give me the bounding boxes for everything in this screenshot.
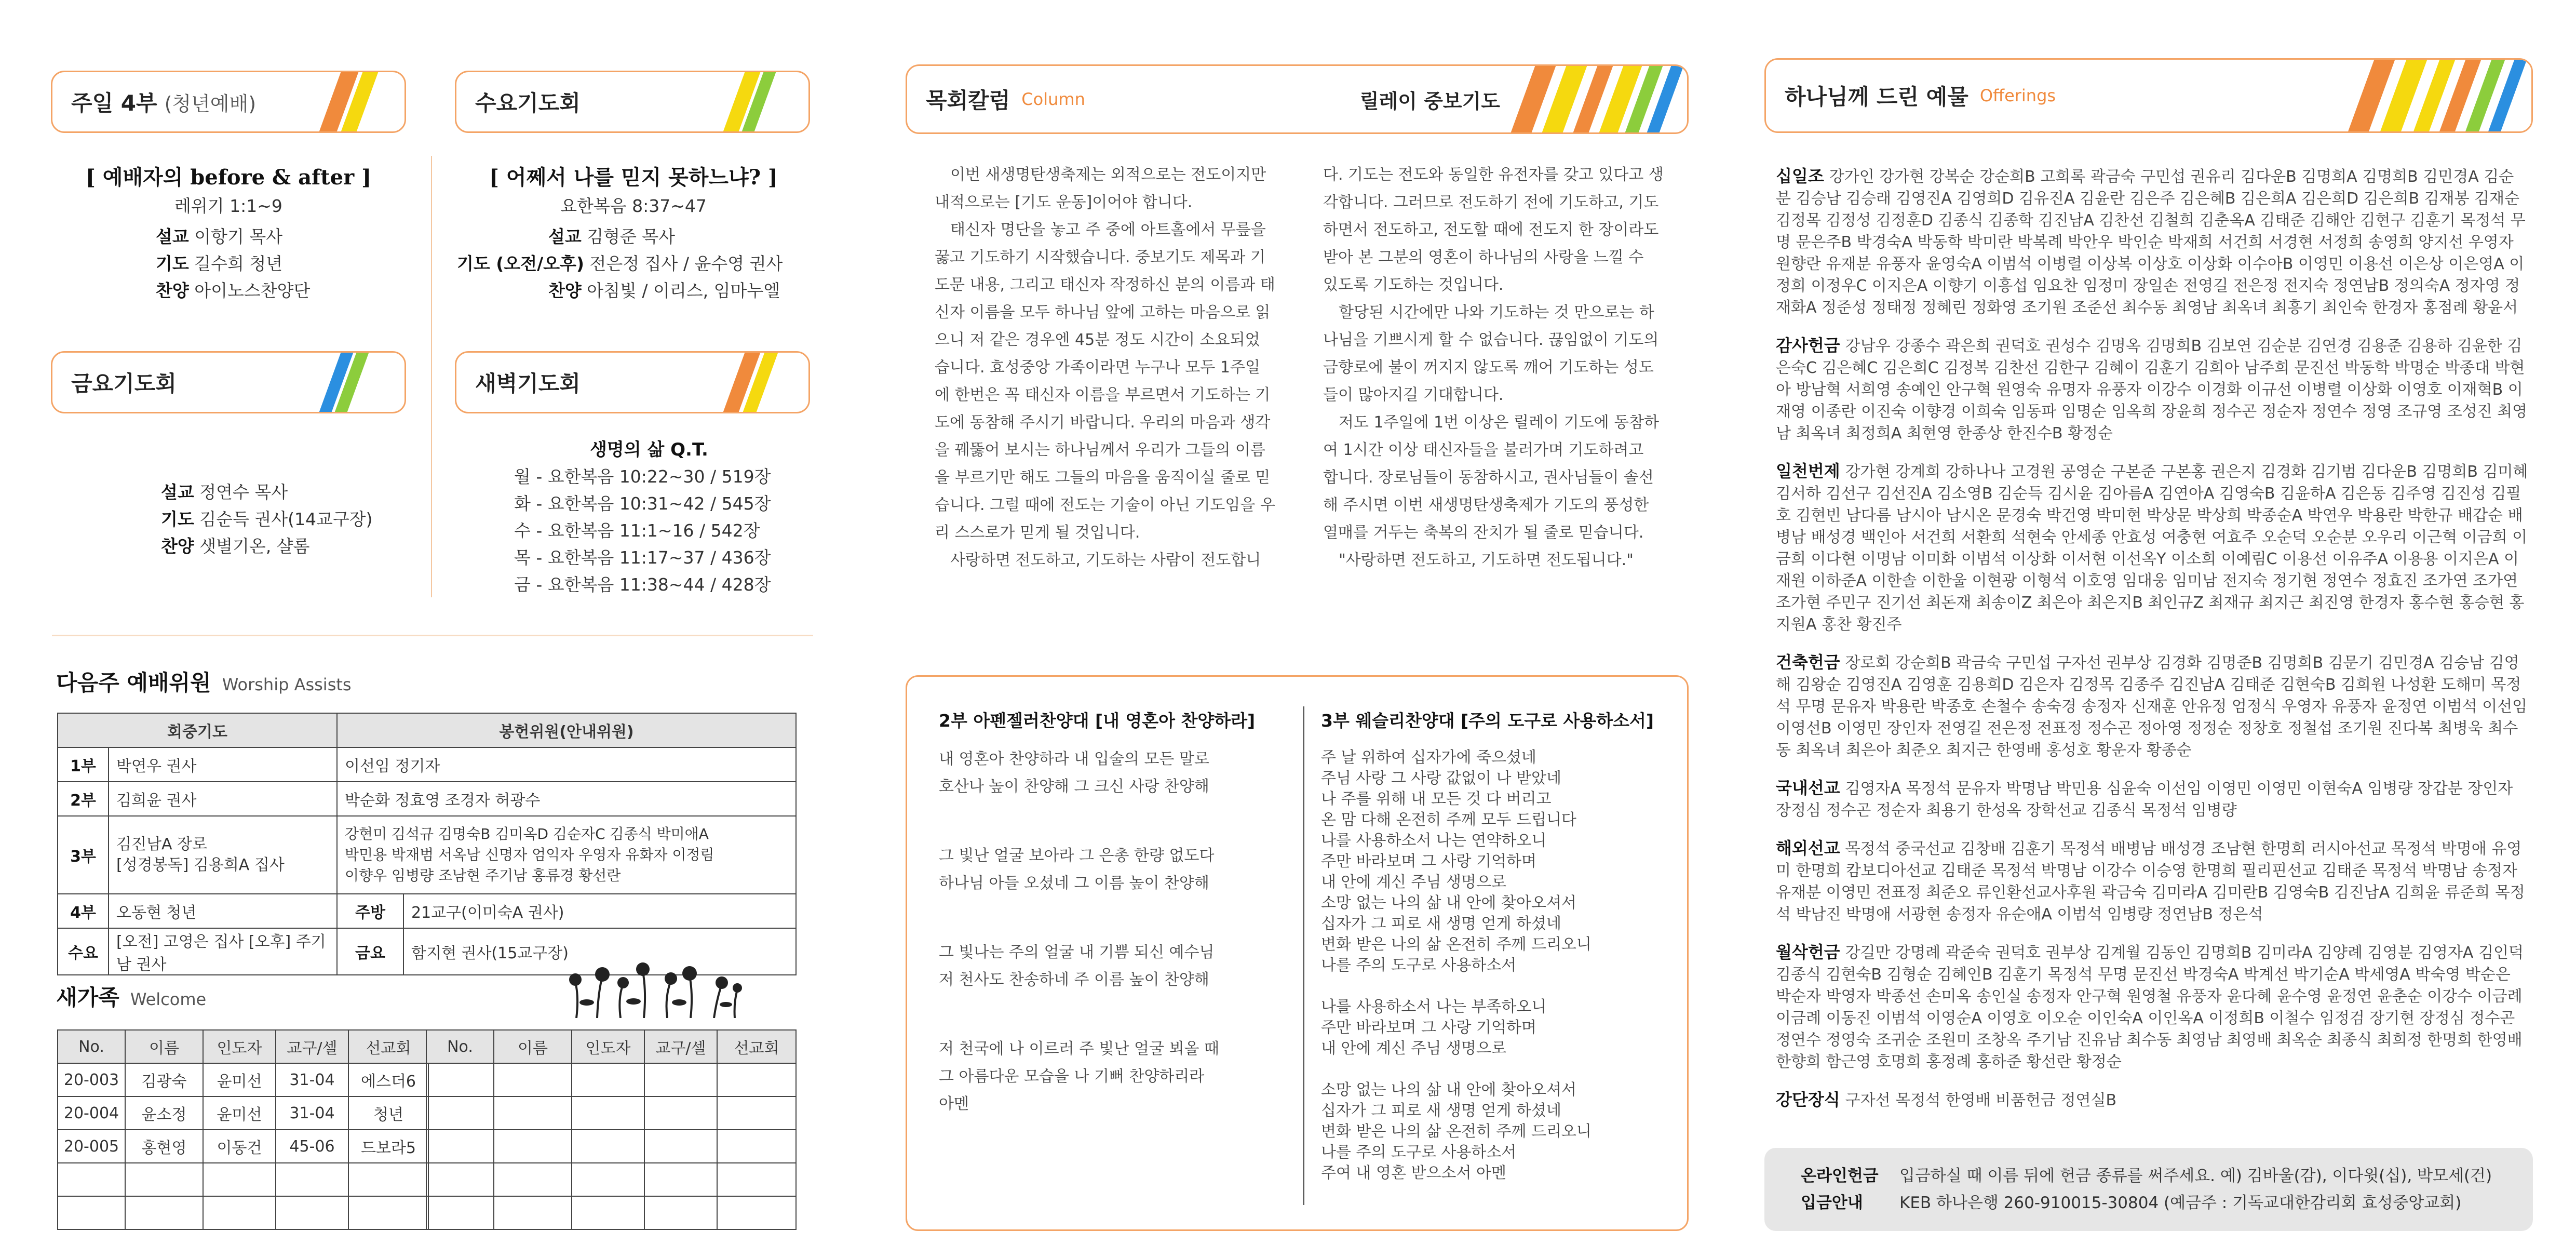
offering-section xyxy=(1776,837,2529,926)
header-friday xyxy=(51,351,406,413)
cell: 청년 xyxy=(348,1096,428,1130)
column-line: "사랑하면 전도하고, 기도하면 전도됩니다." xyxy=(1339,551,1634,569)
offering-type: 건축헌금 xyxy=(1776,652,1840,672)
column-line: 이번 새생명탄생축제는 외적으로는 전도이지만 xyxy=(950,166,1266,184)
row-key: 3부 xyxy=(58,816,109,894)
dawn-title: 새벽기도회 xyxy=(475,371,581,396)
role-label: 설교 xyxy=(548,226,582,247)
offerings-subtitle: Offerings xyxy=(1979,86,2056,105)
column-line: 해 주시면 이번 새생명탄생축제가 기도의 풍성한 xyxy=(1323,496,1649,514)
hymn-line: 내 안에 계신 주님 생명으로 xyxy=(1321,873,1506,891)
role-value: 샛별기온, 샬롬 xyxy=(199,536,310,556)
offering-section xyxy=(1776,334,2529,445)
hymn-left xyxy=(939,707,1297,1118)
bank-info-box xyxy=(1764,1148,2533,1231)
role-label: 기도 xyxy=(156,253,189,274)
column-line: 태신자 명단을 놓고 주 중에 아트홀에서 무릎을 xyxy=(950,221,1266,239)
col-no: No. xyxy=(426,1030,494,1063)
column-line: 을 꿰뚫어 보시는 하나님께서 우리가 그들의 이름 xyxy=(935,441,1265,459)
column-line: 습니다. 그럴 때에 전도는 기술이 아닌 기도임을 우 xyxy=(935,496,1275,514)
offering-type: 일천번제 xyxy=(1776,461,1840,481)
role-label: 찬양 xyxy=(548,280,582,301)
assists-table xyxy=(57,713,797,975)
table-row xyxy=(58,1130,428,1163)
offering-section xyxy=(1776,777,2529,822)
cell: 이동건 xyxy=(203,1130,276,1163)
table-row xyxy=(426,1096,796,1130)
offering-cell: 함지현 권사(15교구장) xyxy=(403,928,796,975)
offering-names: 장로회 강순희B 곽금숙 구민섭 구자선 권부상 김경화 김명준B 김명희B 김문기 김민경A 김승남 김영해 김왕순 김영진A 김영훈 김용희D 김은자 김정목 김종주 김진남A 김태준 김현숙B 김희원 나성환 도해미 목정석 무명 문유자 박용란 박종호 손철수 송숙경 송정자 신재훈 안유정 엄정식 우영자 유풍자 윤정연 이범석 이선임 이영선B 이영민 장인자 전영길 전은정 전표정 정수곤 정아영 정정순 정창호 정철섭 조기원 진다복 최병욱 최수동 최옥녀 최은아 최준오 최지근 한영배 홍성호 황운자 황종순 xyxy=(1776,654,2528,759)
qt-line: 화 - 요한복음 10:31~42 / 545장 xyxy=(514,493,771,514)
hymn-left-title: 2부 아펜젤러찬양대 [내 영혼아 찬양하라] xyxy=(939,711,1256,731)
prayer-cell: 김진남A 장로 [성경봉독] 김용희A 집사 xyxy=(109,816,337,894)
column-line: 도문 내용, 그리고 태신자 작정하신 분의 이름과 태 xyxy=(935,276,1275,294)
table-header xyxy=(426,1030,796,1063)
column-line: 리 스스로가 믿게 될 것입니다. xyxy=(935,524,1140,542)
decor-stripes xyxy=(2350,58,2521,133)
offerings-title: 하나님께 드린 예물 xyxy=(1785,84,1968,110)
offering-section xyxy=(1776,941,2529,1073)
newfamily-subtitle: Welcome xyxy=(130,989,207,1009)
table-row xyxy=(58,782,796,816)
hymn-line: 나를 사용하소서 나는 연약하오니 xyxy=(1321,832,1547,850)
hymn-line: 십자가 그 피로 새 생명 얻게 하셨네 xyxy=(1321,1102,1561,1120)
wed-scripture: 요한복음 8:37~47 xyxy=(560,196,707,216)
column-line: 금향로에 불이 꺼지지 않도록 깨어 기도하는 성도 xyxy=(1323,358,1654,377)
wed-sermon-title: [ 어쩨서 나를 믿지 못하느냐? ] xyxy=(489,165,778,190)
offering-section xyxy=(1776,651,2529,761)
column-line: 합니다. 장로님들이 동참하시고, 권사님들이 솔선 xyxy=(1323,469,1654,487)
prayer-cell: 박연우 권사 xyxy=(109,747,337,782)
offering-names: 강남우 강종수 곽은희 권덕호 권성수 김명옥 김명희B 김보연 김순분 김연경 김용준 김용하 김윤한 김은숙C 김은혜C 김은희C 김정복 김찬선 김한구 김혜이 김훈기 김희아 남주희 문진선 박동학 박명순 박종대 박현아 방남혁 서희영 송예인 안구혁 원영숙 유명자 유풍자 이강수 이경화 이규선 이병렬 이상화 이영호 이재혁B 이재영 이종란 이진숙 이향경 이희숙 임동파 임명순 임옥희 장윤희 정수곤 정순자 정연수 정영 조규영 조성진 최영남 최옥녀 최정희A 최현영 한종상 한진수B 황정순 xyxy=(1776,337,2528,443)
column-line: 에 한번은 꼭 태신자 이름을 부르면서 기도하는 기 xyxy=(935,386,1271,404)
offering-names: 구자선 목정석 한영배 비품헌금 정연실B xyxy=(1845,1091,2117,1109)
newfamily-title: 새가족 xyxy=(56,985,119,1010)
offering-names: 강가인 강가현 강복순 강순희B 고희록 곽금숙 구민섭 권유리 김다운B 김명희A 김명희B 김민경A 김순분 김승남 김승래 김영진A 김영희D 김유진A 김윤란 김은주 김은혜B 김은희A 김은희D 김은희B 김재봉 김재순 김정목 김정성 김정훈D 김종식 김종학 김진남A 김찬선 김철희 김춘옥A 김태준 김해안 김현구 김훈기 목정석 무명 문은주B 박경숙A 박동학 박미란 박복례 박안우 박인순 박재희 서건희 서경현 서정희 송영희 양지선 우영자 원향란 유재분 유풍자 윤영숙A 이범석 이병렬 이상복 이상호 이상화 이수아B 이영민 이용선 이은상 이은영A 이정희 이정우C 이지은A 이향기 이흥섭 임요찬 임정미 장일손 전영길 전은정 전지숙 정연남B 정의숙A 정자영 정재화A 정준성 정태정 정혜린 정화영 조기원 조준선 최수동 최영남 최옥녀 최흥기 최인숙 한경자 홍점례 황윤서 xyxy=(1776,168,2526,317)
assists-title: 다음주 예배위원 xyxy=(56,670,211,695)
hymn-line: 주만 바라보며 그 사랑 기억하며 xyxy=(1321,1019,1536,1037)
table-row xyxy=(58,1096,428,1130)
assists-heading xyxy=(56,666,352,697)
cell: 45-06 xyxy=(276,1130,348,1163)
cell: 윤미선 xyxy=(203,1096,276,1130)
table-row xyxy=(58,894,796,928)
hymn-line: 변화 받은 나의 삶 온전히 주께 드리오니 xyxy=(1321,935,1592,954)
friday-title: 금요기도회 xyxy=(71,371,177,396)
header-worship-4 xyxy=(51,71,406,133)
offering-cell: 이선임 정기자 xyxy=(337,747,796,782)
cell: 31-04 xyxy=(276,1096,348,1130)
role-label: 설교 xyxy=(161,482,194,502)
online-text: 입금하실 때 이름 뒤에 헌금 종류를 써주세요. 예) 김바울(감), 이다윗(십), 박모세(건) xyxy=(1899,1167,2492,1185)
hymn-line: 호산나 높이 찬양해 그 크신 사랑 찬양해 xyxy=(939,778,1209,796)
newfamily-table-left xyxy=(57,1029,429,1230)
hymn-line: 그 아름다운 모습을 나 기뻐 찬양하리라 xyxy=(939,1067,1205,1086)
offering-type: 월삭헌금 xyxy=(1776,942,1840,962)
wed-roles xyxy=(457,223,810,304)
col-name: 이름 xyxy=(494,1030,572,1063)
cell: 31-04 xyxy=(276,1063,348,1096)
column-line: 으니 저 같은 경우엔 45분 정도 시간이 소요되었 xyxy=(935,331,1260,349)
table-row xyxy=(58,1163,428,1196)
prayer-cell: [오전] 고영은 집사 [오후] 주기남 권사 xyxy=(109,928,337,975)
role-label: 기도 xyxy=(161,509,194,529)
hymn-line: 소망 없는 나의 삶 내 안에 찾아오셔서 xyxy=(1321,1081,1576,1099)
offering-names: 김영자A 목정석 문유자 박명남 박민용 심윤숙 이선임 이영민 이영민 이현숙A 임병량 장갑분 장인자 장정심 정수곤 정순자 최용기 한성옥 장학선교 김종식 목정석 임병량 xyxy=(1776,780,2513,820)
hymn-line: 그 빛나는 주의 얼굴 내 기쁨 되신 예수님 xyxy=(939,943,1215,961)
hymn-line: 주님 사랑 그 사랑 값없이 나 받았네 xyxy=(1321,769,1561,787)
column-line: 여 1시간 이상 태신자들을 불러가며 기도하려고 xyxy=(1323,441,1644,459)
role-value: 아침빛 / 이리스, 임마누엘 xyxy=(587,280,780,301)
flowers-illustration xyxy=(561,961,748,1018)
hymn-line: 그 빛난 얼굴 보아라 그 은총 한량 없도다 xyxy=(939,847,1215,865)
role-value: 길수희 청년 xyxy=(194,253,283,274)
column-line: 저도 1주일에 1번 이상은 릴레이 기도에 동참하 xyxy=(1339,413,1660,432)
dawn-qt xyxy=(514,436,784,598)
column-line: 각합니다. 그러므로 전도하기 전에 기도하고, 기도 xyxy=(1323,193,1659,211)
col-name: 이름 xyxy=(125,1030,203,1063)
cell: 드보라5 xyxy=(348,1130,428,1163)
assists-subtitle: Worship Assists xyxy=(222,675,352,694)
sunday-sermon xyxy=(52,161,405,220)
offering-cell: 박순화 정효영 조경자 허광수 xyxy=(337,782,796,816)
table-row xyxy=(58,1196,428,1229)
role-label: 설교 xyxy=(156,226,189,247)
column-left-text xyxy=(935,161,1288,574)
wed-sermon xyxy=(457,161,810,220)
newfamily-table-right xyxy=(426,1029,797,1230)
hymn-line: 나를 사용하소서 나는 부족하오니 xyxy=(1321,998,1547,1016)
hymn-line: 소망 없는 나의 삶 내 안에 찾아오셔서 xyxy=(1321,894,1576,912)
column-line: 다. 기도는 전도와 동일한 유전자를 갖고 있다고 생 xyxy=(1323,166,1664,184)
header-offering: 봉헌위원(안내위원) xyxy=(337,713,796,747)
row-key: 2부 xyxy=(58,782,109,816)
column-subtitle: Column xyxy=(1021,89,1085,109)
qt-line: 월 - 요한복음 10:22~30 / 519장 xyxy=(514,466,771,487)
account-label: 입금안내 xyxy=(1801,1194,1863,1212)
hymn-line: 온 맘 다해 온전히 주께 모두 드립니다 xyxy=(1321,811,1576,829)
column-line: 받아 본 그분의 영혼이 하나님의 사랑을 느낄 수 xyxy=(1323,248,1644,266)
hymn-line: 나를 주의 도구로 사용하소서 xyxy=(1321,956,1517,974)
cell: 20-004 xyxy=(58,1096,125,1130)
offerings-list xyxy=(1776,165,2529,1127)
header-prayer: 회중기도 xyxy=(58,713,337,747)
offering-cell: 강현미 김석규 김명숙B 김미옥D 김순자C 김종식 박미애A 박민용 박재범 서옥남 신명자 엄익자 우영자 유화자 이정림 이향우 임병량 조남현 주기남 홍류경 황선란 xyxy=(337,816,796,894)
column-line: 을 부르기만 해도 그들의 마음을 움직이실 줄로 믿 xyxy=(935,469,1271,487)
offering-section xyxy=(1776,1089,2529,1112)
table-row xyxy=(58,747,796,782)
column-line: 꿇고 기도하기 시작했습니다. 중보기도 제목과 기 xyxy=(935,248,1265,266)
sunday-roles xyxy=(156,223,405,304)
offering-type: 감사헌금 xyxy=(1776,336,1840,355)
table-header xyxy=(58,713,796,747)
table-row xyxy=(58,816,796,894)
role-label: 기도 (오전/오후) xyxy=(457,253,584,274)
decor-stripes xyxy=(725,351,788,413)
qt-title: 생명의 삶 Q.T. xyxy=(590,439,708,460)
hymn-line: 십자가 그 피로 새 생명 얻게 하셨네 xyxy=(1321,915,1561,933)
relay-prayer-label: 릴레이 중보기도 xyxy=(1359,89,1500,113)
role-value: 전은정 집사 / 윤수영 권사 xyxy=(589,253,783,274)
hymn-line: 내 안에 계신 주님 생명으로 xyxy=(1321,1039,1506,1058)
header-offerings xyxy=(1764,58,2533,133)
hymn-line: 변화 받은 나의 삶 온전히 주께 드리오니 xyxy=(1321,1122,1592,1141)
table-row xyxy=(426,1063,796,1096)
online-label: 온라인헌금 xyxy=(1801,1167,1879,1185)
sunday-scripture: 레위기 1:1~9 xyxy=(174,196,282,216)
offering-names: 강길만 강명례 곽준숙 권덕호 권부상 김계월 김동인 김명희B 김미라A 김양례 김영분 김영자A 김인덕 김종식 김현숙B 김형순 김혜인B 김훈기 목정석 무명 문진선 박경숙A 박계선 박기순A 박세영A 박숙영 박순은 박순자 박영자 박종선 손미옥 송인실 송정자 안구혁 원영철 유풍자 윤다혜 윤수영 윤정연 윤춘순 이강수 이금례 이금례 이동진 이범석 이영순A 이영호 이오순 이인숙A 이인옥A 이정희B 이철수 임정검 장기현 장정심 정수곤 정연수 정영숙 조귀순 조원미 조창옥 주기남 진유남 최수동 최영남 최영배 최옥순 최종식 최희정 한명희 한영배 한향희 함근영 호명희 홍정례 홍하준 황선란 황정순 xyxy=(1776,944,2524,1071)
column-title: 목회칼럼 xyxy=(926,88,1010,113)
divider xyxy=(1303,706,1304,1205)
qt-line: 금 - 요한복음 11:38~44 / 428장 xyxy=(514,574,771,595)
role-value: 정연수 목사 xyxy=(199,482,288,502)
bank-info xyxy=(1801,1162,2492,1216)
col-guide: 인도자 xyxy=(572,1030,644,1063)
header-dawn xyxy=(455,351,810,413)
header-column xyxy=(906,64,1689,134)
cell: 김광숙 xyxy=(125,1063,203,1096)
column-line: 들이 많아지길 기대합니다. xyxy=(1323,386,1504,404)
role-value: 아이노스찬양단 xyxy=(194,280,311,301)
offering-type: 십일조 xyxy=(1776,166,1824,186)
row-key: 수요 xyxy=(58,928,109,975)
role-label: 찬양 xyxy=(156,280,189,301)
column-line: 내적으로는 [기도 운동]이어야 합니다. xyxy=(935,193,1193,211)
cell: 윤소정 xyxy=(125,1096,203,1130)
hymn-line: 하나님 아들 오셨네 그 이름 높이 찬양해 xyxy=(939,874,1209,892)
friday-roles xyxy=(161,479,400,560)
divider xyxy=(431,156,432,597)
decor-stripes xyxy=(725,71,788,133)
column-line: 할당된 시간에만 나와 기도하는 것 만으로는 하 xyxy=(1339,303,1654,322)
worship-4-title: 주일 4부 xyxy=(71,90,157,116)
role-value: 김순득 권사(14교구장) xyxy=(199,509,373,529)
cell: 윤미선 xyxy=(203,1063,276,1096)
decor-stripes xyxy=(321,71,384,133)
table-row xyxy=(58,1063,428,1096)
row-key: 1부 xyxy=(58,747,109,782)
column-line: 하면서 전도하고, 전도할 때에 전도지 한 장이라도 xyxy=(1323,221,1659,239)
hymn-line: 주만 바라보며 그 사랑 기억하며 xyxy=(1321,852,1536,871)
offering-type: 국내선교 xyxy=(1776,778,1840,798)
column-line: 열매를 거두는 축복의 잔치가 될 줄로 믿습니다. xyxy=(1323,524,1644,542)
column-line: 도에 동참해 주시기 바랍니다. 우리의 마음과 생각 xyxy=(935,413,1271,432)
table-row xyxy=(426,1163,796,1196)
column-line: 습니다. 효성중앙 가족이라면 누구나 모두 1주일 xyxy=(935,358,1260,377)
hymn-line: 내 영혼아 찬양하라 내 입술의 모든 말로 xyxy=(939,750,1209,768)
row-key: 주방 xyxy=(337,894,403,928)
hymn-right-title: 3부 웨슬리찬양대 [주의 도구로 사용하소서] xyxy=(1321,711,1654,731)
col-cell: 교구/셀 xyxy=(276,1030,348,1063)
offering-names: 강가현 강계희 강하나나 고경원 공영순 구본준 구본홍 권은지 김경화 김기범 김다운B 김명희B 김미혜 김서하 김선구 김선진A 김소영B 김순득 김시윤 김아름A 김연아A 김영숙B 김윤하A 김은동 김주영 김진성 김필호 김현빈 남다름 남시아 남시온 문경숙 박건영 박미현 박상문 박상희 박종순A 박연우 박용란 박한규 배갑순 배병남 배성경 백인아 서건희 서환희 석현숙 안세종 안효성 여충현 여효주 오순덕 오순분 오우리 이근혁 이금희 이금희 이다현 이명남 이미화 이범석 이상화 이서현 이선옥Y 이소희 이예림C 이용선 이유주A 이용용 이지은A 이재원 이하준A 이한솔 이한울 이현광 이형석 이호영 임대웅 임미남 전지숙 정기현 정연수 정효진 조가연 조가연 조가현 주민구 진기선 최돈재 최송이Z 최은아 최은지B 최인규Z 최재규 최지근 최진영 한경자 홍수현 홍승현 홍지원A 홍찬 황진주 xyxy=(1776,463,2528,634)
row-key: 4부 xyxy=(58,894,109,928)
divider xyxy=(52,635,813,636)
col-no: No. xyxy=(58,1030,125,1063)
hymn-line: 아멘 xyxy=(939,1095,969,1113)
qt-line: 목 - 요한복음 11:17~37 / 436장 xyxy=(514,547,771,568)
col-mission: 선교회 xyxy=(717,1030,796,1063)
hymn-line: 저 천사도 찬송하네 주 이름 높이 찬양해 xyxy=(939,971,1209,989)
qt-line: 수 - 요한복음 11:1~16 / 542장 xyxy=(514,520,760,541)
offering-section xyxy=(1776,165,2529,319)
role-value: 김형준 목사 xyxy=(587,226,676,247)
account-text: KEB 하나은행 260-910015-30804 (예금주 : 기독교대한감리회 효성중앙교회) xyxy=(1899,1194,2462,1212)
hymn-line: 저 천국에 나 이르러 주 빛난 얼굴 뵈올 때 xyxy=(939,1040,1219,1058)
col-cell: 교구/셀 xyxy=(644,1030,717,1063)
cell: 20-005 xyxy=(58,1130,125,1163)
column-line: 있도록 기도하는 것입니다. xyxy=(1323,276,1504,294)
role-label: 찬양 xyxy=(161,536,194,556)
hymn-right xyxy=(1321,707,1679,1184)
offering-section xyxy=(1776,460,2529,636)
cell: 홍현영 xyxy=(125,1130,203,1163)
column-line: 사랑하면 전도하고, 기도하는 사람이 전도합니 xyxy=(950,551,1261,569)
offering-cell: 21교구(이미숙A 권사) xyxy=(403,894,796,928)
offering-type: 강단장식 xyxy=(1776,1090,1840,1109)
table-header xyxy=(58,1030,428,1063)
worship-4-subtitle: (청년예배) xyxy=(164,92,257,115)
offering-names: 목정석 중국선교 김창배 김훈기 목정석 배병남 배성경 조남현 한명희 러시아선교 목정석 박명애 유영미 한명희 캄보디아선교 김태준 목정석 박명남 이강수 이승영 한명희 필리핀선교 김태준 목정석 박명남 송정자 유재분 이영민 전표정 최준오 류인환선교사후원 곽금숙 김미라A 김미란B 김영숙B 김진남A 김희윤 류준희 목정석 박남진 박명애 서광현 송정자 유순애A 이범석 임병량 정연남B 정은석 xyxy=(1776,840,2525,924)
row-key: 금요 xyxy=(337,928,403,975)
decor-stripes xyxy=(321,351,384,413)
prayer-cell: 김희윤 권사 xyxy=(109,782,337,816)
role-value: 이항기 목사 xyxy=(194,226,283,247)
column-line: 나님을 기쁘시게 할 수 없습니다. 끊임없이 기도의 xyxy=(1323,331,1659,349)
table-row xyxy=(426,1130,796,1163)
cell: 20-003 xyxy=(58,1063,125,1096)
prayer-cell: 오동현 청년 xyxy=(109,894,337,928)
column-line: 신자 이름을 모두 하나님 앞에 고하는 마음으로 읽 xyxy=(935,303,1271,322)
col-mission: 선교회 xyxy=(348,1030,428,1063)
col-guide: 인도자 xyxy=(203,1030,276,1063)
cell: 에스더6 xyxy=(348,1063,428,1096)
sunday-sermon-title: [ 예배자의 before & after ] xyxy=(85,165,372,190)
wednesday-title: 수요기도회 xyxy=(475,90,581,116)
hymn-line: 나를 주의 도구로 사용하소서 xyxy=(1321,1143,1517,1161)
header-wednesday xyxy=(455,71,810,133)
hymn-line: 주 날 위하여 십자가에 죽으셨네 xyxy=(1321,748,1536,767)
hymn-line: 나 주를 위해 내 모든 것 다 버리고 xyxy=(1321,790,1552,808)
offering-type: 해외선교 xyxy=(1776,838,1840,858)
newfamily-heading xyxy=(56,981,206,1012)
table-row xyxy=(426,1196,796,1229)
decor-stripes xyxy=(1510,64,1677,134)
column-right-text xyxy=(1323,161,1676,574)
hymn-line: 주여 내 영혼 받으소서 아멘 xyxy=(1321,1164,1506,1182)
